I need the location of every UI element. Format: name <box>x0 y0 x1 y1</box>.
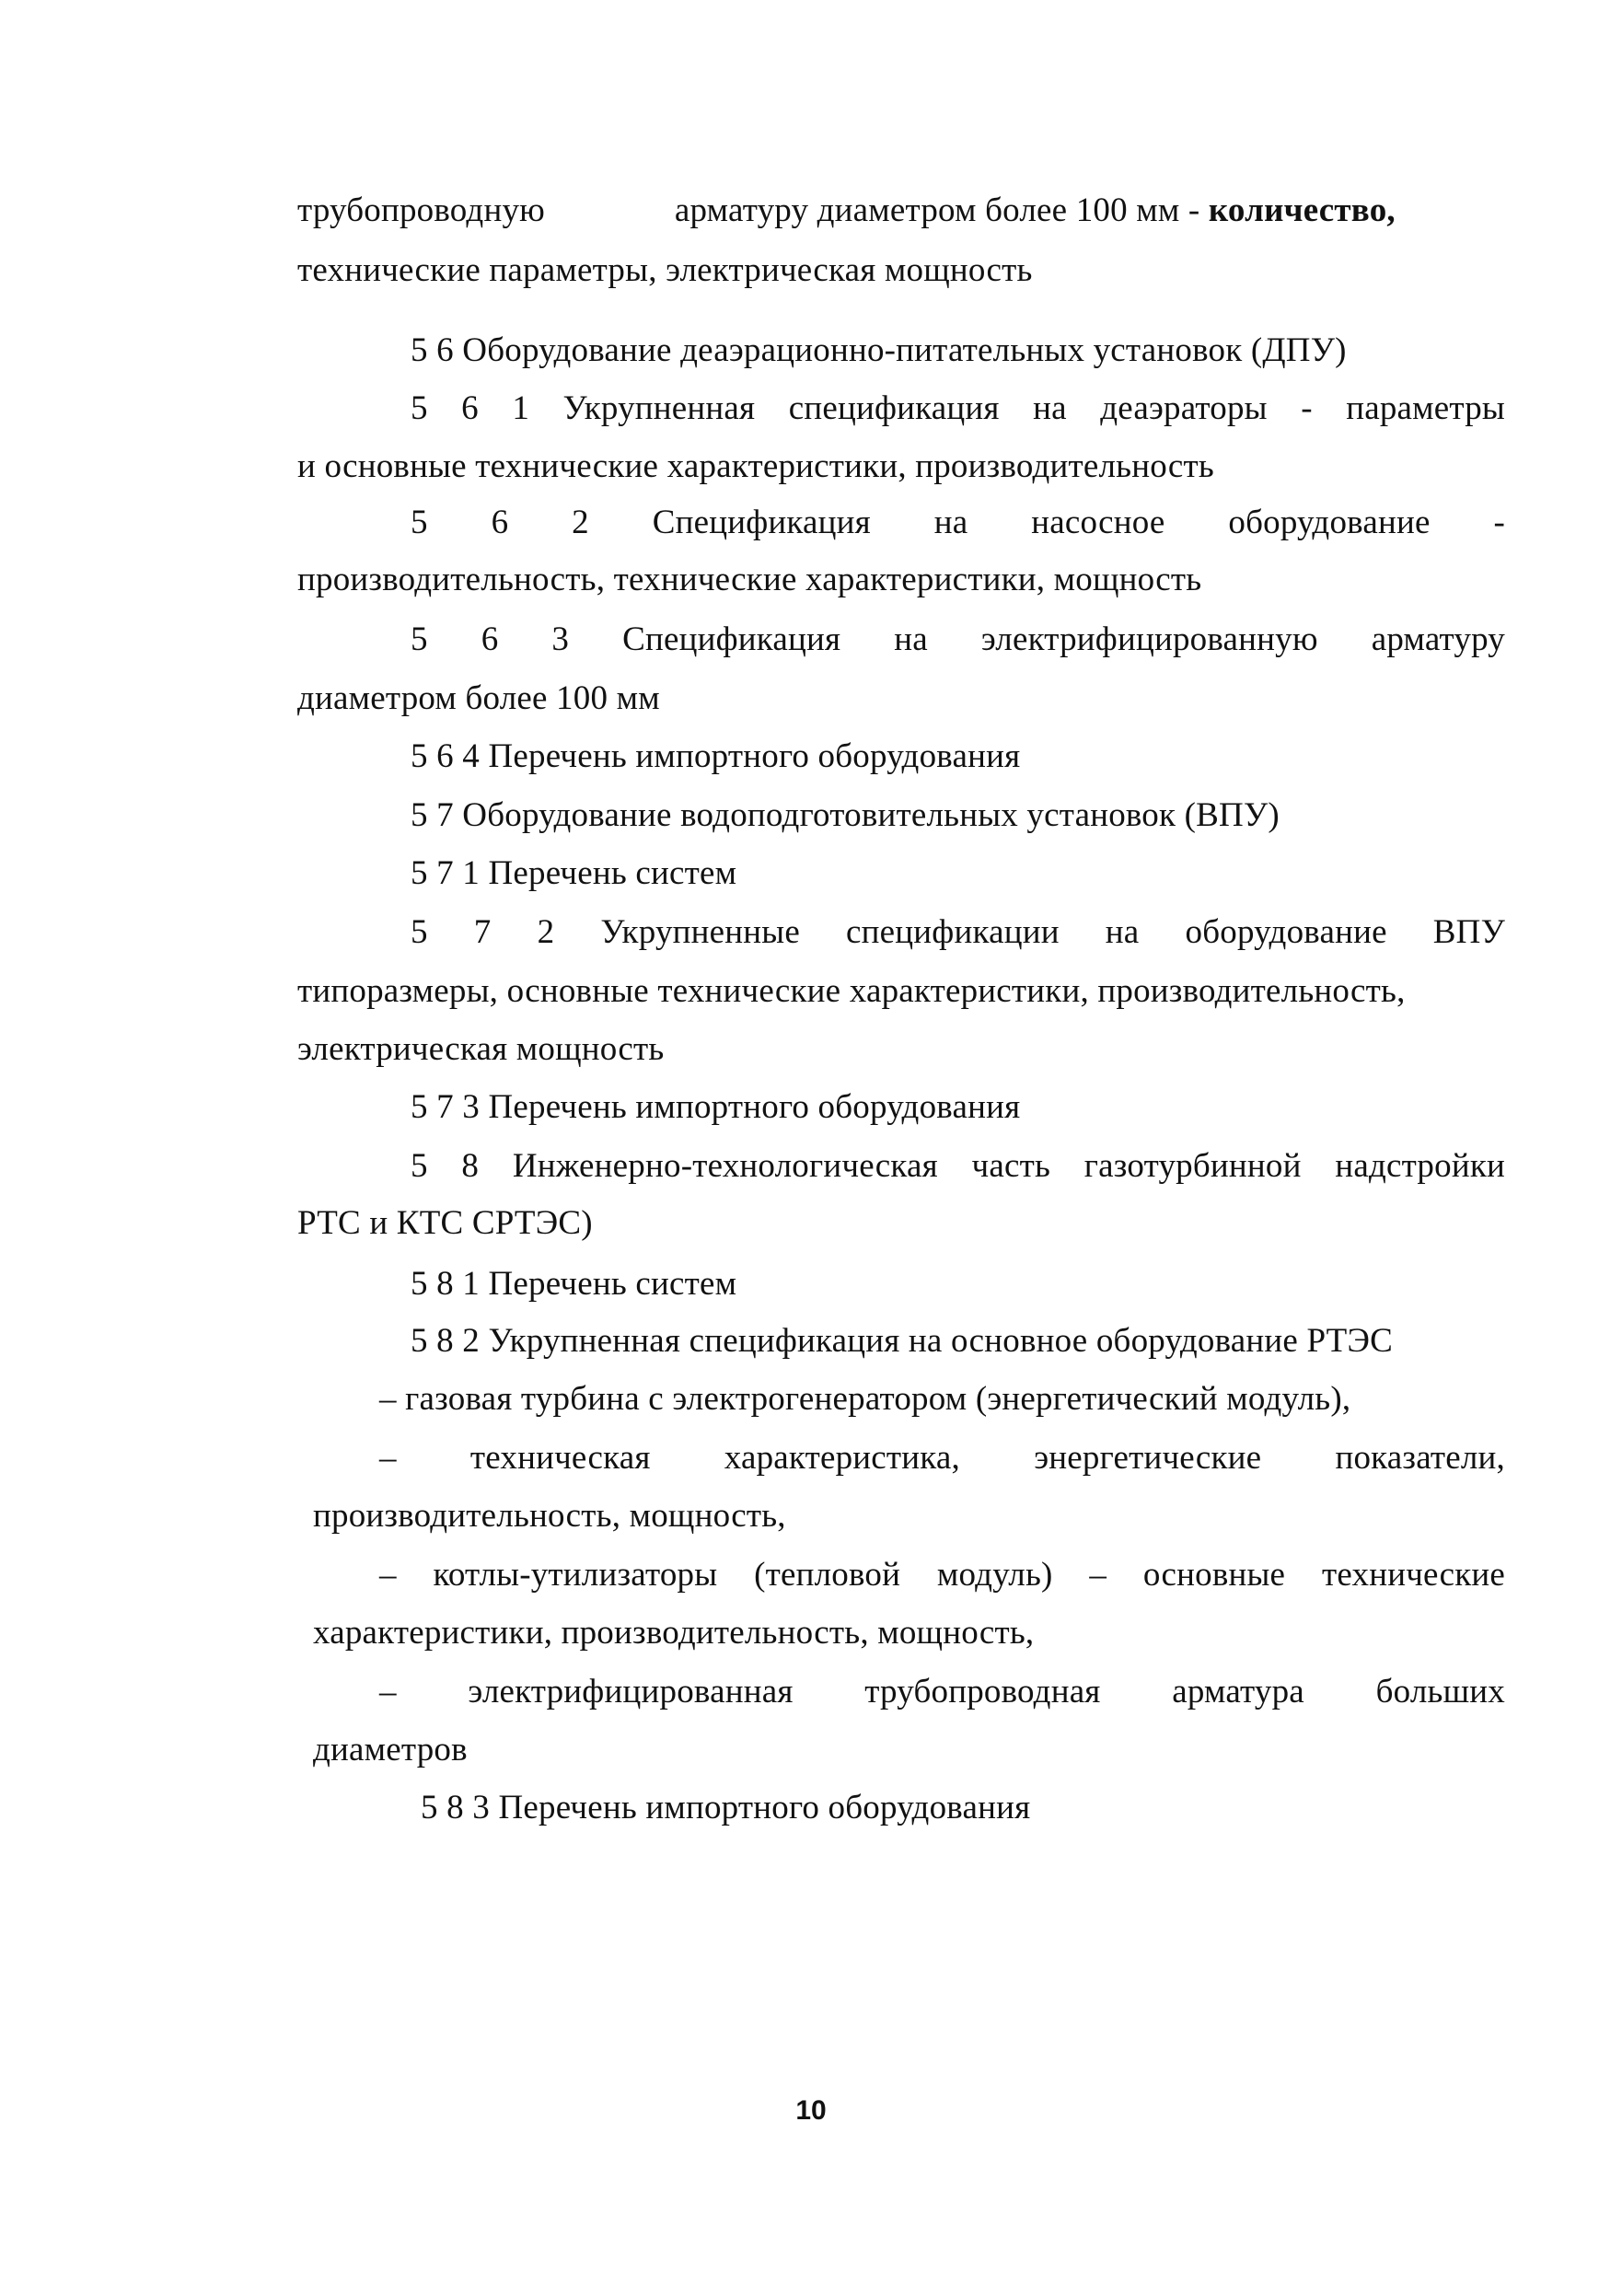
text-fragment: арматуру диаметром более 100 мм - <box>674 191 1209 229</box>
section-heading: 5 8 1 Перечень систем <box>411 1265 737 1303</box>
text-line: характеристики, производительность, мощность, <box>313 1614 1035 1652</box>
bold-text-fragment: количество, <box>1208 191 1396 229</box>
list-item: – котлы-утилизаторы (тепловой модуль) – основные технические <box>379 1556 1505 1594</box>
list-item: – газовая турбина с электрогенератором (энергетический модуль), <box>379 1380 1351 1418</box>
section-heading: 5 7 Оборудование водоподготовительных установок (ВПУ) <box>411 796 1280 834</box>
text-line: и основные технические характеристики, производительность <box>297 447 1214 485</box>
section-heading: 5 8 3 Перечень импортного оборудования <box>421 1789 1031 1826</box>
page-number: 10 <box>795 2095 827 2126</box>
section-heading: 5 6 4 Перечень импортного оборудования <box>411 737 1021 775</box>
text-line: диаметров <box>313 1731 468 1768</box>
list-item: – техническая характеристика, энергетические показатели, <box>379 1439 1505 1477</box>
section-heading: 5 8 Инженерно-технологическая часть газотурбинной надстройки <box>411 1147 1505 1185</box>
text-line: диаметром более 100 мм <box>297 679 660 717</box>
text-line: РТС и КТС СРТЭС) <box>297 1204 593 1242</box>
text-line: производительность, технические характеристики, мощность <box>297 561 1202 598</box>
text-line: типоразмеры, основные технические характеристики, производительность, <box>297 972 1406 1010</box>
section-heading: 5 7 1 Перечень систем <box>411 854 737 892</box>
text-line: технические параметры, электрическая мощность <box>297 251 1033 289</box>
section-heading: 5 6 3 Спецификация на электрифицированную арматуру <box>411 620 1505 658</box>
section-heading: 5 7 3 Перечень импортного оборудования <box>411 1088 1021 1126</box>
section-heading: 5 6 1 Укрупненная спецификация на деаэраторы - параметры <box>411 389 1505 427</box>
section-heading: 5 6 2 Спецификация на насосное оборудование - <box>411 504 1505 541</box>
list-item: – электрифицированная трубопроводная арматура больших <box>379 1673 1505 1710</box>
section-heading: 5 7 2 Укрупненные спецификации на оборудование ВПУ <box>411 913 1505 951</box>
text-fragment: трубопроводную <box>297 191 545 229</box>
section-heading: 5 8 2 Укрупненная спецификация на основное оборудование РТЭС <box>411 1322 1393 1360</box>
text-line: электрическая мощность <box>297 1030 665 1068</box>
text-line <box>297 190 1505 232</box>
section-heading: 5 6 Оборудование деаэрационно-питательных установок (ДПУ) <box>411 331 1347 369</box>
text-line: производительность, мощность, <box>313 1497 786 1535</box>
